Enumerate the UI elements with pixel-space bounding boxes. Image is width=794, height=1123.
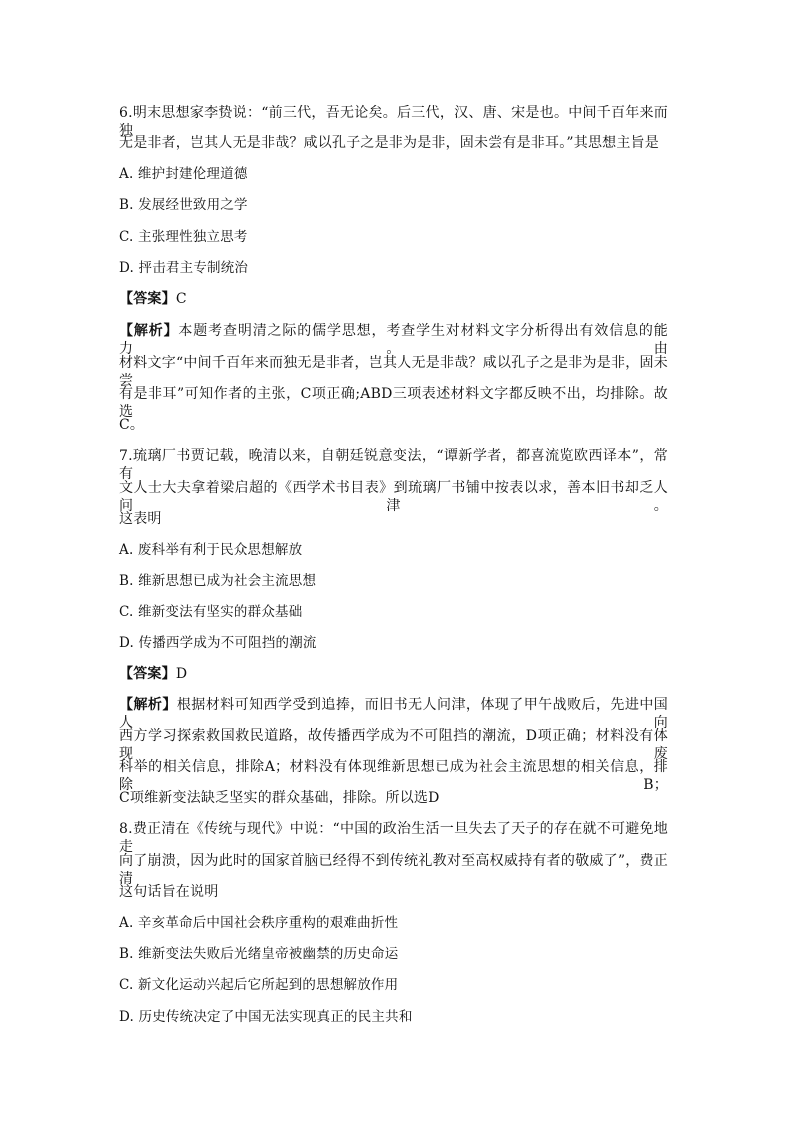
q6-stem-line-2: 无是非者，岂其人无是非哉？咸以孔子之是非为是非，固未尝有是非耳。”其思想主旨是 (119, 135, 659, 151)
q7-analysis-line-2: 西方学习探索救国救民道路，故传播西学成为不可阻挡的潮流，D项正确；材料没有体现废 (119, 728, 668, 762)
analysis-text: 根据材料可知西学受到追捧，而旧书无人问津，体现了甲午战败后，先进中国人向 (119, 697, 668, 731)
q7-analysis-line-3: 科举的相关信息，排除A；材料没有体现维新思想已成为社会主流思想的相关信息，排除B； (119, 759, 668, 793)
q8-option-a: A. 辛亥革命后中国社会秩序重构的艰难曲折性 (119, 915, 399, 931)
q7-option-c: C. 维新变法有坚实的群众基础 (119, 604, 303, 620)
q7-stem-line-3: 这表明 (119, 511, 162, 527)
analysis-label: 【解析】 (119, 323, 179, 339)
q6-option-d: D. 抨击君主专制统治 (119, 260, 249, 276)
q8-option-b: B. 维新变法失败后光绪皇帝被幽禁的历史命运 (119, 946, 399, 962)
q8-option-c: C. 新文化运动兴起后它所起到的思想解放作用 (119, 977, 399, 993)
q8-stem-line-1: 8.费正清在《传统与现代》中说：“中国的政治生活一旦失去了天子的存在就不可避免地走 (119, 821, 668, 855)
q6-option-b: B. 发展经世致用之学 (119, 197, 248, 213)
q8-stem-line-3: 这句话旨在说明 (119, 884, 219, 900)
q7-analysis-line-4: C项维新变法缺乏坚实的群众基础，排除。所以选D (119, 790, 440, 806)
q6-option-c: C. 主张理性独立思考 (119, 229, 248, 245)
q6-answer (119, 290, 187, 308)
answer-value: C (175, 291, 187, 307)
q8-option-d: D. 历史传统决定了中国无法实现真正的民主共和 (119, 1009, 413, 1025)
analysis-label: 【解析】 (119, 697, 177, 713)
q8-stem-line-2: 向了崩溃，因为此时的国家首脑已经得不到传统礼教对至高权威持有者的敬威了”，费正清 (119, 853, 668, 887)
q7-option-a: A. 废科举有利于民众思想解放 (119, 542, 303, 558)
q6-option-a: A. 维护封建伦理道德 (119, 166, 248, 182)
q7-answer (119, 665, 187, 683)
q7-stem-line-2: 文人士大夫拿着梁启超的《西学术书目表》到琉璃厂书铺中按表以求，善本旧书却乏人问津。 (119, 480, 668, 514)
q6-analysis-line-1 (119, 322, 668, 358)
q6-analysis-line-3: 有是非耳”可知作者的主张，C项正确;ABD三项表述材料文字都反映不出，均排除。故选 (119, 386, 668, 420)
q7-stem-line-1: 7.琉璃厂书贾记载，晚清以来，自朝廷锐意变法，“谭新学者，都喜流览欧西译本”，常有 (119, 448, 668, 482)
q7-option-b: B. 维新思想已成为社会主流思想 (119, 573, 317, 589)
q6-analysis-line-4: C。 (119, 417, 145, 433)
q6-analysis-line-2: 材料文字“中间千百年来而独无是非者，岂其人无是非哉？咸以孔子之是非为是非，固未尝 (119, 355, 668, 389)
q6-stem-line-1: 6.明末思想家李贽说：“前三代，吾无论矣。后三代，汉、唐、宋是也。中间千百年来而独 (119, 105, 668, 139)
answer-label: 【答案】 (119, 291, 176, 307)
answer-value: D (175, 666, 188, 682)
analysis-text: 本题考查明清之际的儒学思想，考查学生对材料文字分析得出有效信息的能力。由 (119, 323, 668, 357)
answer-label: 【答案】 (119, 666, 176, 682)
q7-option-d: D. 传播西学成为不可阻挡的潮流 (119, 635, 317, 651)
